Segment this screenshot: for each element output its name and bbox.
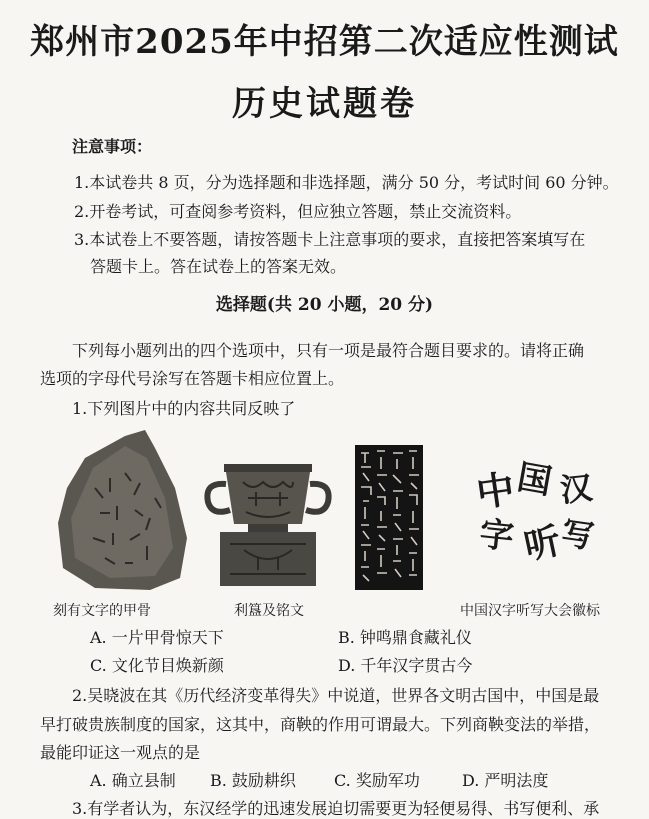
exam-title: 郑州市2025年中招第二次适应性测试 xyxy=(30,22,619,62)
q2-stem-3: 最能印证这一观点的是 xyxy=(40,743,201,762)
q1-option-d[interactable]: D. 千年汉字贯古今 xyxy=(338,656,473,675)
q2-stem-1: 2.吴晓波在其《历代经济变革得失》中说道，世界各文明古国中，中国是最 xyxy=(72,686,600,705)
notice-heading: 注意事项： xyxy=(72,137,153,156)
li-gui-bronze-image xyxy=(198,458,338,588)
q2-option-b[interactable]: B. 鼓励耕织 xyxy=(210,771,296,790)
caption-logo: 中国汉字听写大会徽标 xyxy=(460,603,600,619)
logo-glyph-3: 汉 xyxy=(558,468,595,510)
logo-glyph-2: 国 xyxy=(514,457,555,503)
q2-stem-2: 早打破贵族制度的国家，这其中，商鞅的作用可谓最大。下列商鞅变法的举措， xyxy=(40,715,601,734)
section-title: 选择题(共 20 小题，20 分) xyxy=(215,295,434,315)
notice-item-3-cont: 答题卡上。答在试卷上的答案无效。 xyxy=(90,257,347,276)
notice-item-1: 1.本试卷共 8 页，分为选择题和非选择题，满分 50 分，考试时间 60 分钟。 xyxy=(74,173,619,192)
logo-glyph-6: 写 xyxy=(559,513,597,557)
q3-stem-partial: 3.有学者认为，东汉经学的迅速发展迫切需要更为轻便易得、书写便利、承 xyxy=(72,799,600,818)
section-intro-1: 下列每小题列出的四个选项中，只有一项是最符合题目要求的。请将正确 xyxy=(72,341,585,360)
logo-glyph-1: 中 xyxy=(473,465,518,516)
inscription-rubbing-image xyxy=(355,445,423,590)
caption-li-gui: 利簋及铭文 xyxy=(234,603,304,619)
q1-stem: 1.下列图片中的内容共同反映了 xyxy=(72,399,296,418)
q1-option-c[interactable]: C. 文化节目焕新颜 xyxy=(90,656,224,675)
logo-glyph-5: 听 xyxy=(520,519,565,569)
caption-oracle-bone: 刻有文字的甲骨 xyxy=(53,603,151,619)
q1-option-b[interactable]: B. 钟鸣鼎食藏礼仪 xyxy=(338,628,472,647)
q2-option-d[interactable]: D. 严明法度 xyxy=(462,771,549,790)
logo-glyph-4: 字 xyxy=(477,514,516,558)
notice-item-3: 3.本试卷上不要答题，请按答题卡上注意事项的要求，直接把答案填写在 xyxy=(74,230,586,249)
q1-option-a[interactable]: A. 一片甲骨惊天下 xyxy=(90,628,224,647)
dictation-contest-logo xyxy=(470,452,600,582)
oracle-bone-image xyxy=(55,428,190,593)
q2-option-c[interactable]: C. 奖励军功 xyxy=(334,771,420,790)
exam-subtitle: 历史试题卷 xyxy=(232,84,417,124)
section-intro-2: 选项的字母代号涂写在答题卡相应位置上。 xyxy=(40,369,345,388)
notice-item-2: 2.开卷考试，可查阅参考资料，但应独立答题，禁止交流资料。 xyxy=(74,202,522,221)
q2-option-a[interactable]: A. 确立县制 xyxy=(90,771,176,790)
